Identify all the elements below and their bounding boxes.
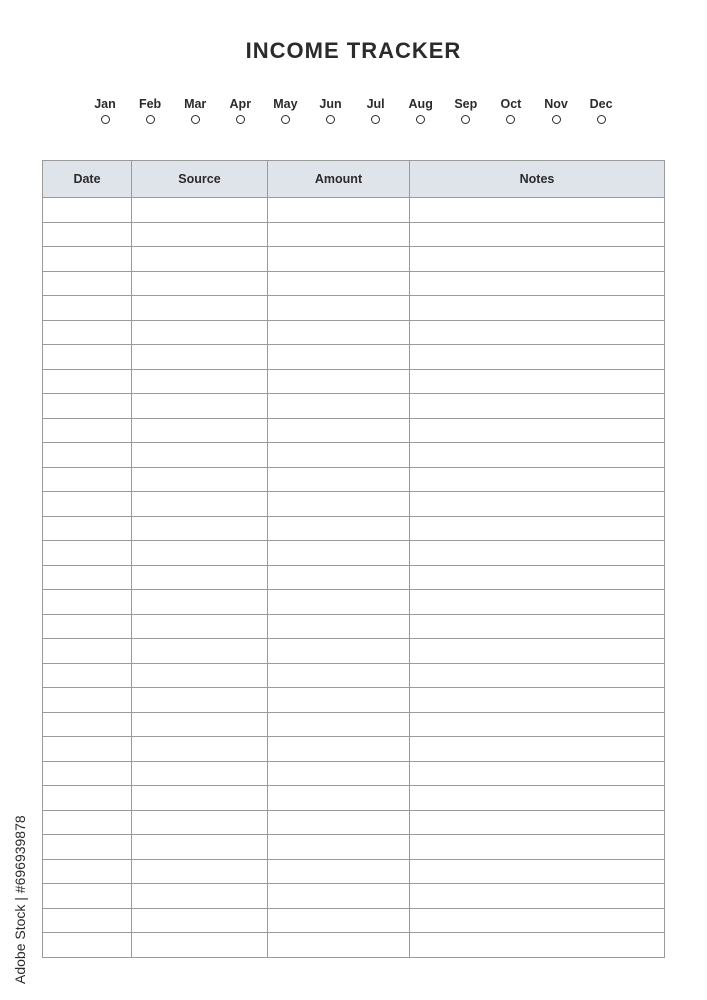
column-header-date: Date — [43, 161, 132, 198]
notes-cell[interactable] — [410, 688, 665, 713]
date-cell[interactable] — [43, 467, 132, 492]
month-option-aug[interactable] — [399, 96, 443, 124]
month-label: Aug — [408, 97, 433, 111]
month-checkbox-circle[interactable] — [146, 115, 155, 124]
month-option-oct[interactable] — [489, 96, 533, 124]
date-cell[interactable] — [43, 443, 132, 468]
amount-cell[interactable] — [268, 786, 410, 811]
notes-cell[interactable] — [410, 541, 665, 566]
table-body — [43, 198, 665, 958]
notes-cell[interactable] — [410, 786, 665, 811]
month-checkbox-circle[interactable] — [506, 115, 515, 124]
month-option-jul[interactable] — [354, 96, 398, 124]
source-cell[interactable] — [132, 859, 268, 884]
table-row — [43, 688, 665, 713]
date-cell[interactable] — [43, 320, 132, 345]
notes-cell[interactable] — [410, 320, 665, 345]
notes-cell[interactable] — [410, 247, 665, 272]
amount-cell[interactable] — [268, 810, 410, 835]
notes-cell[interactable] — [410, 810, 665, 835]
notes-cell[interactable] — [410, 908, 665, 933]
month-checkbox-circle[interactable] — [281, 115, 290, 124]
notes-cell[interactable] — [410, 467, 665, 492]
notes-cell[interactable] — [410, 933, 665, 958]
source-cell[interactable] — [132, 198, 268, 223]
source-cell[interactable] — [132, 467, 268, 492]
table-row — [43, 271, 665, 296]
amount-cell[interactable] — [268, 835, 410, 860]
source-cell[interactable] — [132, 222, 268, 247]
source-cell[interactable] — [132, 614, 268, 639]
month-checkbox-circle[interactable] — [416, 115, 425, 124]
table-row — [43, 467, 665, 492]
amount-cell[interactable] — [268, 369, 410, 394]
amount-cell[interactable] — [268, 859, 410, 884]
table-row — [43, 296, 665, 321]
month-checkbox-circle[interactable] — [101, 115, 110, 124]
amount-cell[interactable] — [268, 394, 410, 419]
table-row — [43, 614, 665, 639]
notes-cell[interactable] — [410, 590, 665, 615]
month-option-mar[interactable] — [173, 96, 217, 124]
notes-cell[interactable] — [410, 835, 665, 860]
month-option-dec[interactable] — [579, 96, 623, 124]
month-checkbox-circle[interactable] — [552, 115, 561, 124]
table-row — [43, 590, 665, 615]
table-row — [43, 737, 665, 762]
amount-cell[interactable] — [268, 663, 410, 688]
table-row — [43, 247, 665, 272]
month-option-sep[interactable] — [444, 96, 488, 124]
month-checkbox-circle[interactable] — [597, 115, 606, 124]
source-cell[interactable] — [132, 296, 268, 321]
notes-cell[interactable] — [410, 614, 665, 639]
month-option-jan[interactable] — [83, 96, 127, 124]
table-row — [43, 222, 665, 247]
table-row — [43, 565, 665, 590]
month-checkbox-circle[interactable] — [371, 115, 380, 124]
month-label: Sep — [454, 97, 478, 111]
date-cell[interactable] — [43, 688, 132, 713]
table-row — [43, 933, 665, 958]
date-cell[interactable] — [43, 786, 132, 811]
date-cell[interactable] — [43, 737, 132, 762]
table-row — [43, 345, 665, 370]
source-cell[interactable] — [132, 418, 268, 443]
notes-cell[interactable] — [410, 712, 665, 737]
amount-cell[interactable] — [268, 467, 410, 492]
amount-cell[interactable] — [268, 541, 410, 566]
amount-cell[interactable] — [268, 614, 410, 639]
source-cell[interactable] — [132, 345, 268, 370]
date-cell[interactable] — [43, 590, 132, 615]
source-cell[interactable] — [132, 590, 268, 615]
amount-cell[interactable] — [268, 516, 410, 541]
month-checkbox-circle[interactable] — [191, 115, 200, 124]
source-cell[interactable] — [132, 541, 268, 566]
month-label: Mar — [184, 97, 207, 111]
notes-cell[interactable] — [410, 859, 665, 884]
month-label: Feb — [138, 97, 162, 111]
source-cell[interactable] — [132, 443, 268, 468]
table-row — [43, 908, 665, 933]
amount-cell[interactable] — [268, 222, 410, 247]
table-row — [43, 492, 665, 517]
date-cell[interactable] — [43, 761, 132, 786]
amount-cell[interactable] — [268, 933, 410, 958]
month-label: Nov — [544, 97, 568, 111]
amount-cell[interactable] — [268, 492, 410, 517]
column-header-amount: Amount — [268, 161, 410, 198]
source-cell[interactable] — [132, 663, 268, 688]
date-cell[interactable] — [43, 516, 132, 541]
table-row — [43, 639, 665, 664]
notes-cell[interactable] — [410, 516, 665, 541]
amount-cell[interactable] — [268, 271, 410, 296]
notes-cell[interactable] — [410, 345, 665, 370]
notes-cell[interactable] — [410, 369, 665, 394]
source-cell[interactable] — [132, 712, 268, 737]
notes-cell[interactable] — [410, 443, 665, 468]
table-row — [43, 884, 665, 909]
table-row — [43, 712, 665, 737]
amount-cell[interactable] — [268, 198, 410, 223]
source-cell[interactable] — [132, 492, 268, 517]
table-row — [43, 761, 665, 786]
date-cell[interactable] — [43, 198, 132, 223]
month-option-jun[interactable] — [309, 96, 353, 124]
date-cell[interactable] — [43, 565, 132, 590]
source-cell[interactable] — [132, 835, 268, 860]
source-cell[interactable] — [132, 761, 268, 786]
source-cell[interactable] — [132, 247, 268, 272]
income-table — [42, 160, 665, 958]
date-cell[interactable] — [43, 884, 132, 909]
source-cell[interactable] — [132, 884, 268, 909]
notes-cell[interactable] — [410, 418, 665, 443]
date-cell[interactable] — [43, 394, 132, 419]
date-cell[interactable] — [43, 222, 132, 247]
notes-cell[interactable] — [410, 296, 665, 321]
table-row — [43, 516, 665, 541]
date-cell[interactable] — [43, 247, 132, 272]
month-checkbox-circle[interactable] — [236, 115, 245, 124]
date-cell[interactable] — [43, 859, 132, 884]
table-row — [43, 786, 665, 811]
notes-cell[interactable] — [410, 492, 665, 517]
column-header-notes: Notes — [410, 161, 665, 198]
table-header-row — [43, 161, 665, 198]
amount-cell[interactable] — [268, 345, 410, 370]
amount-cell[interactable] — [268, 737, 410, 762]
notes-cell[interactable] — [410, 761, 665, 786]
table-row — [43, 541, 665, 566]
date-cell[interactable] — [43, 369, 132, 394]
source-cell[interactable] — [132, 369, 268, 394]
month-option-nov[interactable] — [534, 96, 578, 124]
source-cell[interactable] — [132, 933, 268, 958]
amount-cell[interactable] — [268, 565, 410, 590]
date-cell[interactable] — [43, 271, 132, 296]
table-row — [43, 320, 665, 345]
amount-cell[interactable] — [268, 884, 410, 909]
date-cell[interactable] — [43, 835, 132, 860]
date-cell[interactable] — [43, 810, 132, 835]
amount-cell[interactable] — [268, 443, 410, 468]
source-cell[interactable] — [132, 810, 268, 835]
page-title: INCOME TRACKER — [245, 38, 462, 63]
table-row — [43, 418, 665, 443]
month-option-feb[interactable] — [128, 96, 172, 124]
month-label: Dec — [589, 97, 613, 111]
month-option-may[interactable] — [263, 96, 307, 124]
amount-cell[interactable] — [268, 908, 410, 933]
date-cell[interactable] — [43, 492, 132, 517]
month-selector — [83, 96, 623, 130]
source-cell[interactable] — [132, 320, 268, 345]
notes-cell[interactable] — [410, 663, 665, 688]
date-cell[interactable] — [43, 933, 132, 958]
notes-cell[interactable] — [410, 639, 665, 664]
date-cell[interactable] — [43, 345, 132, 370]
month-label: May — [273, 97, 298, 111]
month-label: Jul — [366, 97, 385, 111]
month-checkbox-circle[interactable] — [326, 115, 335, 124]
date-cell[interactable] — [43, 418, 132, 443]
table-row — [43, 835, 665, 860]
amount-cell[interactable] — [268, 639, 410, 664]
source-cell[interactable] — [132, 516, 268, 541]
notes-cell[interactable] — [410, 271, 665, 296]
source-cell[interactable] — [132, 688, 268, 713]
table-row — [43, 198, 665, 223]
source-cell[interactable] — [132, 271, 268, 296]
amount-cell[interactable] — [268, 296, 410, 321]
source-cell[interactable] — [132, 394, 268, 419]
notes-cell[interactable] — [410, 222, 665, 247]
date-cell[interactable] — [43, 541, 132, 566]
table-row — [43, 443, 665, 468]
stock-id-watermark: Adobe Stock | #696939878 — [12, 815, 28, 984]
source-cell[interactable] — [132, 565, 268, 590]
table-row — [43, 859, 665, 884]
amount-cell[interactable] — [268, 712, 410, 737]
date-cell[interactable] — [43, 712, 132, 737]
source-cell[interactable] — [132, 639, 268, 664]
month-label: Jun — [319, 97, 342, 111]
notes-cell[interactable] — [410, 737, 665, 762]
month-checkbox-circle[interactable] — [461, 115, 470, 124]
month-label: Jan — [94, 97, 116, 111]
source-cell[interactable] — [132, 737, 268, 762]
amount-cell[interactable] — [268, 247, 410, 272]
amount-cell[interactable] — [268, 761, 410, 786]
table-row — [43, 394, 665, 419]
notes-cell[interactable] — [410, 565, 665, 590]
column-header-source: Source — [132, 161, 268, 198]
month-label: Oct — [500, 97, 522, 111]
date-cell[interactable] — [43, 296, 132, 321]
amount-cell[interactable] — [268, 320, 410, 345]
month-label: Apr — [229, 97, 252, 111]
date-cell[interactable] — [43, 614, 132, 639]
month-option-apr[interactable] — [218, 96, 262, 124]
source-cell[interactable] — [132, 908, 268, 933]
date-cell[interactable] — [43, 908, 132, 933]
amount-cell[interactable] — [268, 688, 410, 713]
notes-cell[interactable] — [410, 198, 665, 223]
amount-cell[interactable] — [268, 590, 410, 615]
amount-cell[interactable] — [268, 418, 410, 443]
table-row — [43, 369, 665, 394]
date-cell[interactable] — [43, 639, 132, 664]
source-cell[interactable] — [132, 786, 268, 811]
notes-cell[interactable] — [410, 884, 665, 909]
date-cell[interactable] — [43, 663, 132, 688]
notes-cell[interactable] — [410, 394, 665, 419]
table-row — [43, 663, 665, 688]
table-row — [43, 810, 665, 835]
